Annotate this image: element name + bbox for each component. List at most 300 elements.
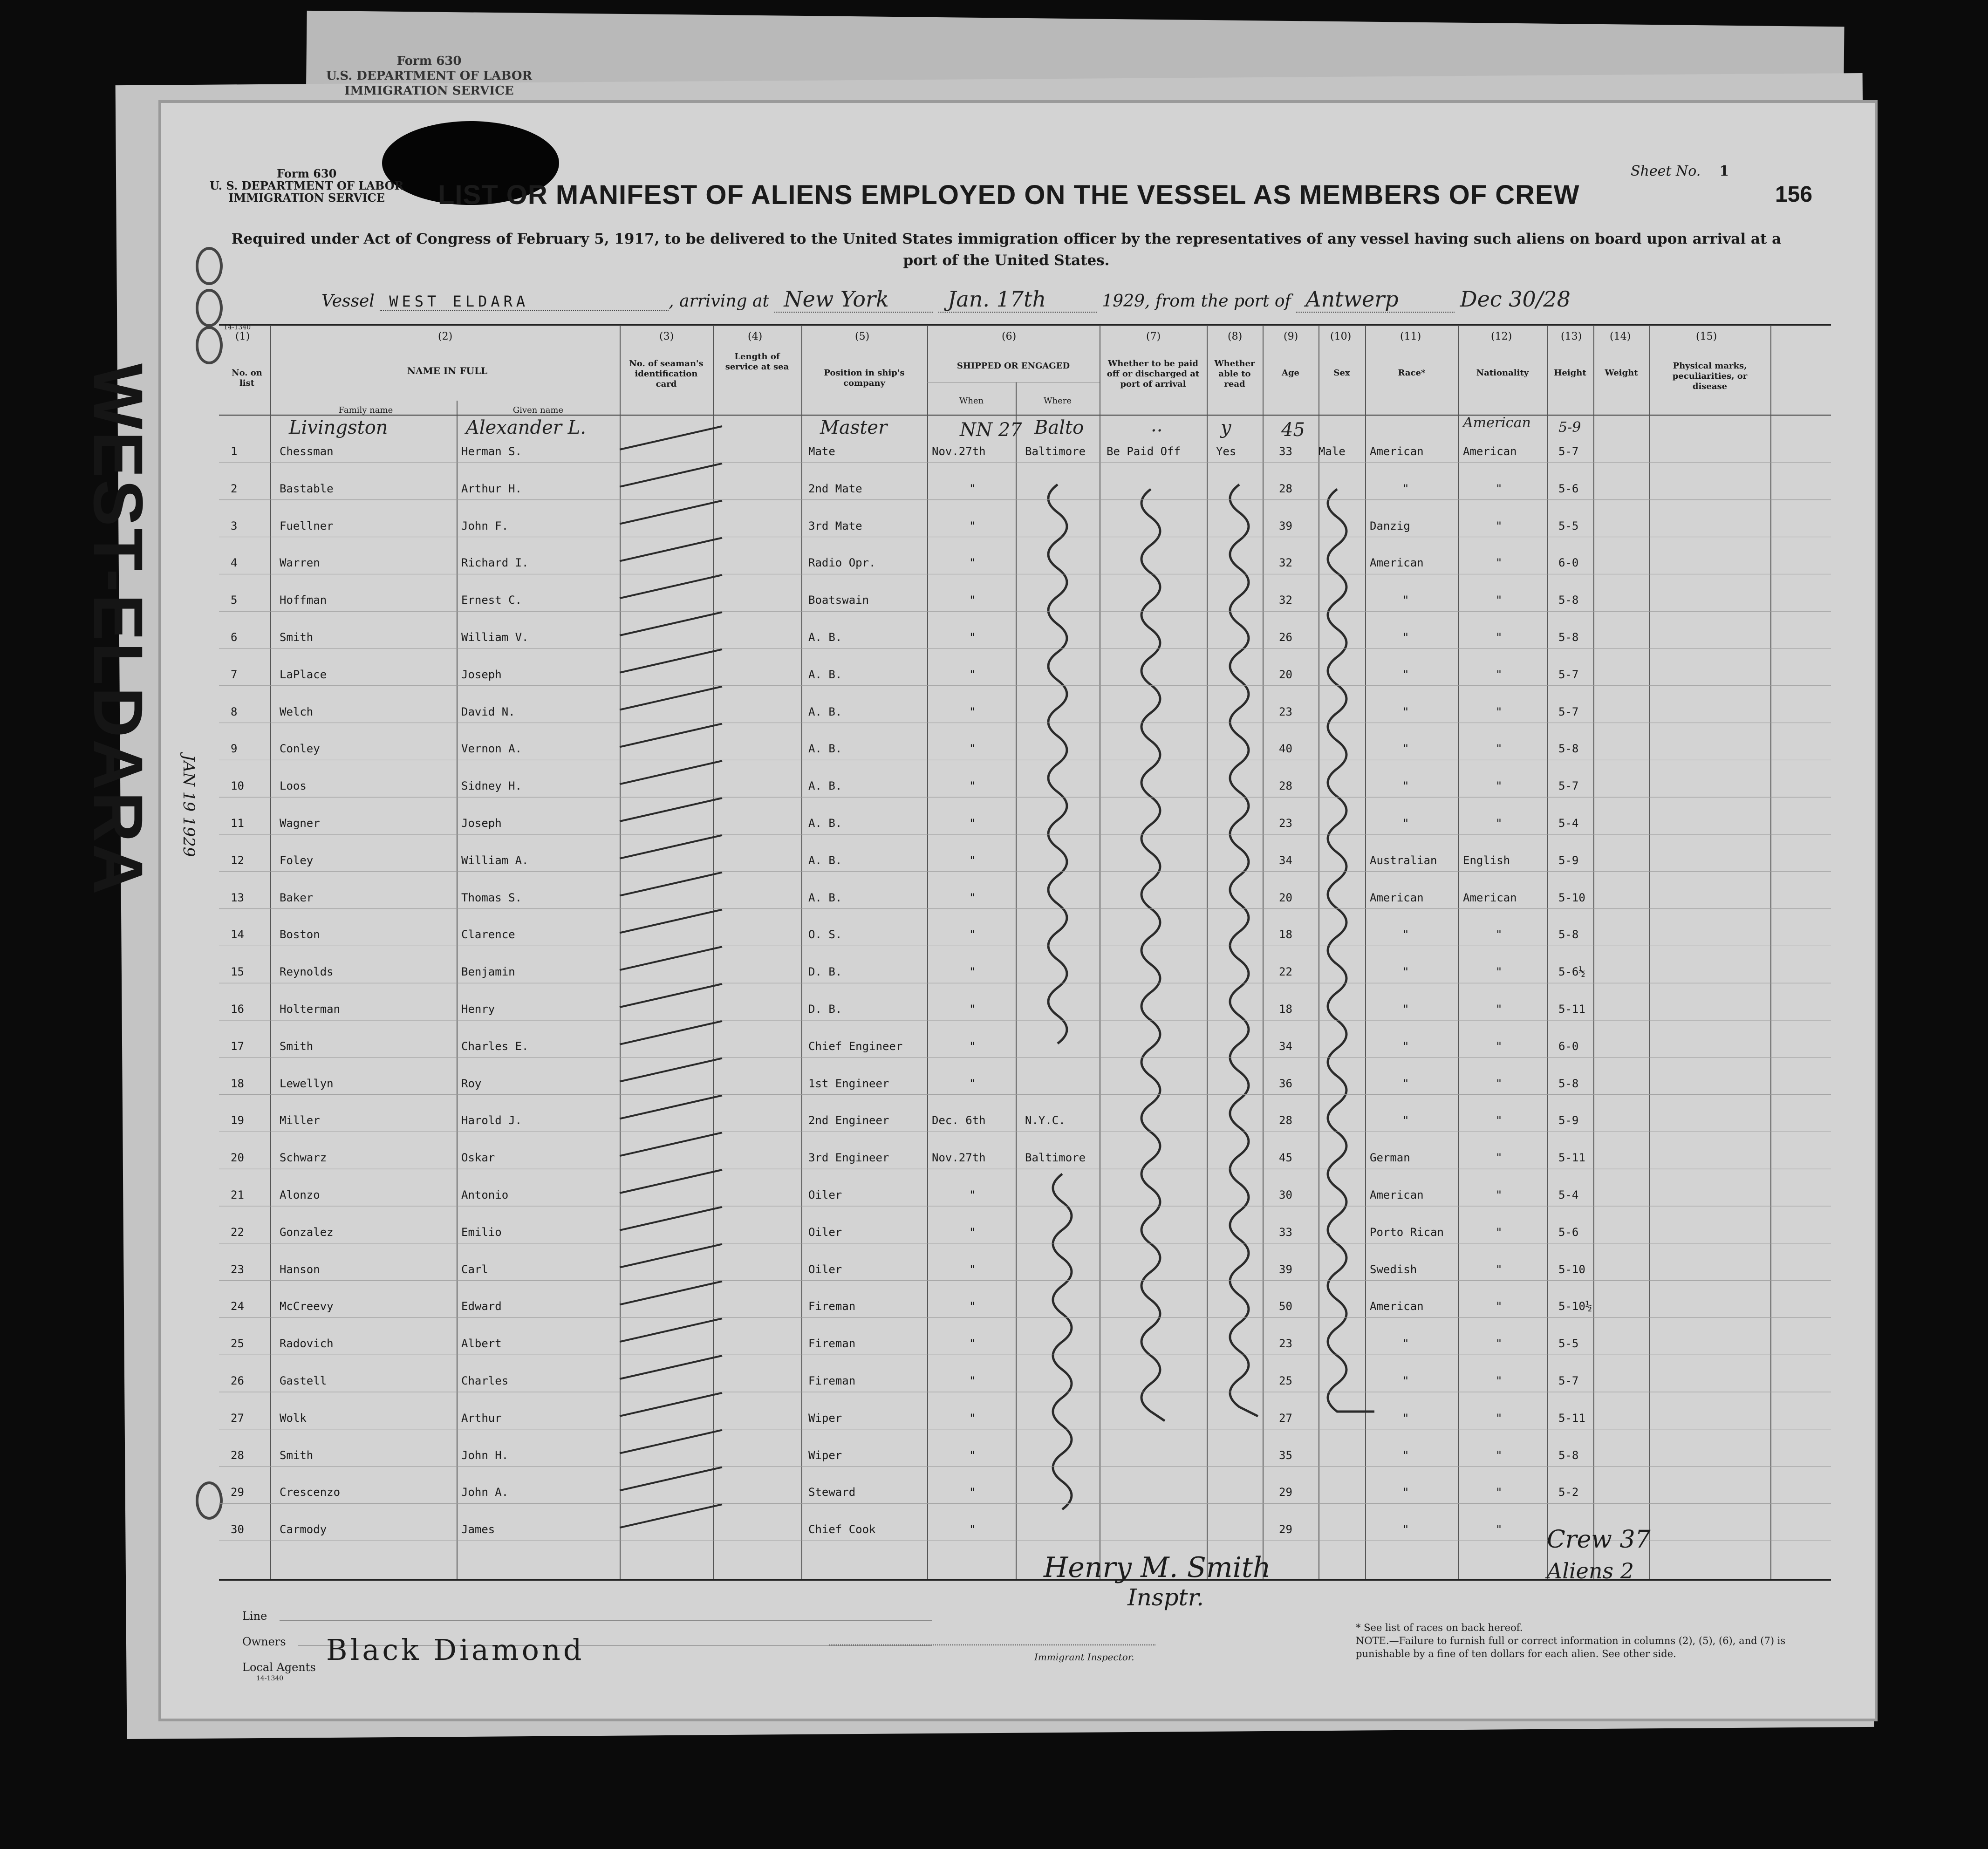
master-where: Balto (1034, 417, 1084, 438)
shipped-when: " (969, 1225, 976, 1239)
arriving-date: Jan. 17th (938, 287, 1097, 313)
height: 5-7 (1558, 779, 1579, 793)
height: 5-7 (1558, 705, 1579, 718)
family-name: Smith (280, 1448, 314, 1462)
able-to-read: Yes (1216, 445, 1237, 458)
family-name: Conley (280, 742, 320, 756)
nationality: " (1496, 594, 1503, 607)
shipped-when: " (969, 1411, 976, 1425)
table-row (0, 928, 1988, 965)
family-name: Smith (280, 1039, 314, 1053)
given-name: John F. (461, 519, 509, 532)
position: D. B. (808, 965, 842, 979)
row-number: 16 (231, 1003, 244, 1016)
row-number: 4 (231, 556, 238, 570)
shipped-when: " (969, 1486, 976, 1499)
master-given-name: Alexander L. (466, 417, 586, 438)
col-num: (6) (1002, 331, 1017, 342)
family-name: Smith (280, 631, 314, 644)
given-name: Henry (461, 1003, 495, 1016)
table-row (0, 668, 1988, 705)
family-name: Alonzo (280, 1188, 320, 1201)
position: Fireman (808, 1337, 856, 1351)
height: 5-8 (1558, 928, 1579, 942)
table-row (0, 779, 1988, 817)
shipped-when: " (969, 853, 976, 867)
height: 5-8 (1558, 594, 1579, 607)
col-num: (15) (1696, 331, 1717, 342)
family-name: Gonzalez (280, 1225, 334, 1239)
inspector-rule (829, 1644, 1155, 1645)
page-number: 156 (1775, 182, 1813, 207)
height: 5-9 (1558, 853, 1579, 867)
nationality: English (1463, 853, 1510, 867)
col-header-read: Whether able to read (1214, 359, 1255, 389)
family-name: Bastable (280, 482, 334, 495)
race: Danzig (1370, 519, 1410, 532)
table-row (0, 445, 1988, 482)
table-row (0, 1114, 1988, 1151)
age: 36 (1279, 1077, 1292, 1090)
position: A. B. (808, 668, 842, 681)
row-number: 25 (231, 1337, 244, 1351)
race: Porto Rican (1370, 1225, 1444, 1239)
col-header-height: Height (1554, 368, 1586, 378)
height: 5-7 (1558, 1374, 1579, 1387)
nationality: " (1496, 631, 1503, 644)
nationality: " (1496, 482, 1503, 495)
height: 5-5 (1558, 1337, 1579, 1351)
age: 40 (1279, 742, 1292, 756)
table-row (0, 1449, 1988, 1486)
position: Boatswain (808, 594, 869, 607)
given-name: Clarence (461, 928, 515, 942)
form-code: 14-1340 (224, 324, 251, 331)
age: 45 (1279, 1151, 1292, 1165)
col-num: (8) (1228, 331, 1243, 342)
race: German (1370, 1151, 1410, 1165)
year: 1929 (1102, 292, 1145, 311)
age: 27 (1279, 1411, 1292, 1425)
given-name: Sidney H. (461, 779, 522, 793)
table-row (0, 705, 1988, 743)
race: Swedish (1370, 1262, 1417, 1276)
position: Chief Cook (808, 1523, 876, 1536)
height: 6-0 (1558, 1039, 1579, 1053)
given-name: Charles E. (461, 1039, 529, 1053)
table-row (0, 594, 1988, 631)
age: 22 (1279, 965, 1292, 979)
race: " (1402, 779, 1409, 793)
shipped-where: Baltimore (1025, 445, 1086, 458)
nationality: " (1496, 1523, 1503, 1536)
table-row (0, 1412, 1988, 1449)
vessel-line: Vessel WEST ELDARA , arriving at New York Jan. 17th 1929, from the port of Antwerp Dec 30/28 (321, 287, 1571, 312)
position: A. B. (808, 742, 842, 756)
col-num: (14) (1610, 331, 1631, 342)
shipped-when: " (969, 1077, 976, 1090)
from-date: Dec 30/28 (1460, 287, 1571, 312)
inspector-signature: Henry M. Smith (1044, 1551, 1271, 1584)
given-name: Joseph (461, 668, 502, 681)
given-name: Charles (461, 1374, 509, 1387)
height: 5-7 (1558, 445, 1579, 458)
family-name: Miller (280, 1114, 320, 1127)
height: 6-0 (1558, 556, 1579, 570)
table-row (0, 1263, 1988, 1300)
height: 5-4 (1558, 817, 1579, 830)
nationality: American (1463, 891, 1517, 904)
agents-value: Black Diamond (326, 1633, 585, 1667)
height: 5-8 (1558, 631, 1579, 644)
shipped-when: " (969, 1523, 976, 1536)
height: 5-11 (1558, 1003, 1585, 1016)
given-name: John A. (461, 1486, 509, 1499)
col-header-age: Age (1281, 368, 1299, 378)
sheet-number: Sheet No. 1 (1631, 163, 1729, 179)
age: 30 (1279, 1188, 1292, 1201)
race: " (1402, 1523, 1409, 1536)
row-number: 18 (231, 1077, 244, 1090)
table-row (0, 1003, 1988, 1040)
position: O. S. (808, 928, 842, 942)
nationality: " (1496, 556, 1503, 570)
shipped-when: Nov.27th (932, 445, 986, 458)
position: Fireman (808, 1300, 856, 1313)
nationality: " (1496, 742, 1503, 756)
age: 34 (1279, 853, 1292, 867)
punch-hole (196, 326, 223, 364)
position: A. B. (808, 817, 842, 830)
inspector-title: Insptr. (1127, 1584, 1204, 1611)
row-number: 29 (231, 1486, 244, 1499)
totals-aliens: Aliens 2 (1547, 1558, 1634, 1583)
row-number: 9 (231, 742, 238, 756)
col-num: (11) (1400, 331, 1421, 342)
col-num: (12) (1491, 331, 1512, 342)
nationality: " (1496, 1039, 1503, 1053)
position: A. B. (808, 891, 842, 904)
sex: Male (1319, 445, 1346, 458)
shipped-when: " (969, 779, 976, 793)
height: 5-9 (1558, 1114, 1579, 1127)
shipped-when: " (969, 1448, 976, 1462)
height: 5-11 (1558, 1151, 1585, 1165)
given-name: Roy (461, 1077, 482, 1090)
position: Oiler (808, 1225, 842, 1239)
family-name: Hoffman (280, 594, 327, 607)
race: American (1370, 1188, 1424, 1201)
race: American (1370, 891, 1424, 904)
table-row (0, 519, 1988, 557)
given-name: Edward (461, 1300, 502, 1313)
height: 5-6½ (1558, 965, 1585, 979)
age: 32 (1279, 556, 1292, 570)
family-name: LaPlace (280, 668, 327, 681)
shipped-where: N.Y.C. (1025, 1114, 1066, 1127)
row-number: 5 (231, 594, 238, 607)
row-number: 7 (231, 668, 238, 681)
table-row (0, 1337, 1988, 1374)
row-number: 22 (231, 1225, 244, 1239)
given-name: Arthur (461, 1411, 502, 1425)
side-note: JAN 19 1929 (179, 755, 198, 857)
family-name: Chessman (280, 445, 334, 458)
shipped-when: " (969, 1039, 976, 1053)
position: Mate (808, 445, 835, 458)
race: American (1370, 556, 1424, 570)
row-number: 1 (231, 445, 238, 458)
shipped-when: " (969, 1300, 976, 1313)
table-row (0, 1151, 1988, 1188)
nationality: " (1496, 1337, 1503, 1351)
col-header-physical: Physical marks, peculiarities, or disease (1672, 361, 1748, 391)
row-number: 3 (231, 519, 238, 532)
family-name: Wagner (280, 817, 320, 830)
nationality: " (1496, 1077, 1503, 1090)
position: Fireman (808, 1374, 856, 1387)
col-num: (7) (1146, 331, 1161, 342)
table-row (0, 1523, 1988, 1560)
family-name: Loos (280, 779, 307, 793)
row-number: 8 (231, 705, 238, 718)
given-name: Vernon A. (461, 742, 522, 756)
table-row (0, 1188, 1988, 1226)
family-name: Boston (280, 928, 320, 942)
given-name: Benjamin (461, 965, 515, 979)
age: 39 (1279, 1262, 1292, 1276)
age: 26 (1279, 631, 1292, 644)
shipped-when: Dec. 6th (932, 1114, 986, 1127)
col-header-name: NAME IN FULL (407, 365, 488, 376)
from-port: Antwerp (1296, 287, 1455, 313)
position: A. B. (808, 779, 842, 793)
row-number: 10 (231, 779, 244, 793)
row-number: 21 (231, 1188, 244, 1201)
paid-off: Be Paid Off (1107, 445, 1181, 458)
family-name: Reynolds (280, 965, 334, 979)
table-row (0, 1486, 1988, 1523)
owners-label: Owners (242, 1635, 286, 1648)
race: " (1402, 631, 1409, 644)
col-header-nationality: Nationality (1476, 368, 1529, 378)
age: 23 (1279, 1337, 1292, 1351)
agents-code: 14-1340 (256, 1675, 284, 1682)
given-name: Albert (461, 1337, 502, 1351)
family-name: Welch (280, 705, 314, 718)
agents-label: Local Agents (242, 1661, 316, 1674)
nationality: " (1496, 668, 1503, 681)
punch-hole (196, 289, 223, 327)
shipped-when: " (969, 556, 976, 570)
table-row (0, 817, 1988, 854)
given-name: Carl (461, 1262, 488, 1276)
age: 29 (1279, 1523, 1292, 1536)
race: " (1402, 1039, 1409, 1053)
position: Wiper (808, 1448, 842, 1462)
form-header: Form 630 U. S. DEPARTMENT OF LABOR IMMIGRATION SERVICE (210, 167, 404, 205)
given-name: Herman S. (461, 445, 522, 458)
master-read: y (1221, 417, 1231, 438)
col-num: (3) (659, 331, 674, 342)
table-row (0, 482, 1988, 519)
col-header-no: No. on list (232, 368, 262, 388)
behind-form-header: Form 630 U.S. DEPARTMENT OF LABOR IMMIGRATION SERVICE (326, 54, 533, 98)
nationality: " (1496, 1003, 1503, 1016)
height: 5-4 (1558, 1188, 1579, 1201)
age: 33 (1279, 1225, 1292, 1239)
col-header-when: When (959, 396, 984, 406)
height: 5-8 (1558, 742, 1579, 756)
height: 5-8 (1558, 1448, 1579, 1462)
given-name: William A. (461, 853, 529, 867)
position: 2nd Mate (808, 482, 862, 495)
shipped-when: " (969, 1188, 976, 1201)
age: 35 (1279, 1448, 1292, 1462)
height: 5-7 (1558, 668, 1579, 681)
race: " (1402, 1114, 1409, 1127)
position: Wiper (808, 1411, 842, 1425)
col-header-family: Family name (338, 405, 393, 415)
table-row (0, 1300, 1988, 1337)
race: " (1402, 1374, 1409, 1387)
age: 39 (1279, 519, 1292, 532)
shipped-when: " (969, 519, 976, 532)
race: " (1402, 1077, 1409, 1090)
inspector-label: Immigrant Inspector. (1034, 1651, 1134, 1663)
nationality: " (1496, 1225, 1503, 1239)
family-name: Schwarz (280, 1151, 327, 1165)
row-number: 17 (231, 1039, 244, 1053)
row-number: 6 (231, 631, 238, 644)
age: 34 (1279, 1039, 1292, 1053)
family-name: Wolk (280, 1411, 307, 1425)
given-name: Arthur H. (461, 482, 522, 495)
family-name: Warren (280, 556, 320, 570)
totals-crew: Crew 37 (1547, 1526, 1651, 1554)
master-when: NN 27 (960, 419, 1022, 441)
race: " (1402, 594, 1409, 607)
family-name: Foley (280, 853, 314, 867)
col-num: (1) (235, 331, 250, 342)
row-number: 12 (231, 853, 244, 867)
shipped-when: Nov.27th (932, 1151, 986, 1165)
col-header-where: Where (1043, 396, 1072, 406)
col-num: (4) (748, 331, 763, 342)
shipped-when: " (969, 965, 976, 979)
nationality: American (1463, 445, 1517, 458)
age: 29 (1279, 1486, 1292, 1499)
row-number: 14 (231, 928, 244, 942)
row-number: 2 (231, 482, 238, 495)
position: A. B. (808, 705, 842, 718)
col-header-given: Given name (512, 405, 564, 415)
age: 23 (1279, 817, 1292, 830)
table-row (0, 1374, 1988, 1412)
row-number: 19 (231, 1114, 244, 1127)
nationality: " (1496, 817, 1503, 830)
position: Steward (808, 1486, 856, 1499)
shipped-when: " (969, 817, 976, 830)
shipped-when: " (969, 482, 976, 495)
table-row (0, 742, 1988, 779)
height: 5-10½ (1558, 1300, 1592, 1313)
race: " (1402, 482, 1409, 495)
requirement-text: Required under Act of Congress of February 5, 1917, to be delivered to the United States immigration officer by the representatives of any vessel having such aliens on board upon arrival at a port of the United States. (231, 231, 1782, 269)
col-header-id-card: No. of seaman's identification card (629, 359, 704, 389)
position: D. B. (808, 1003, 842, 1016)
family-name: Radovich (280, 1337, 334, 1351)
page-title: LIST OR MANIFEST OF ALIENS EMPLOYED ON THE VESSEL AS MEMBERS OF CREW (438, 180, 1580, 210)
race: " (1402, 965, 1409, 979)
row-number: 27 (231, 1411, 244, 1425)
given-name: David N. (461, 705, 515, 718)
position: Oiler (808, 1188, 842, 1201)
given-name: James (461, 1523, 495, 1536)
race: " (1402, 928, 1409, 942)
age: 23 (1279, 705, 1292, 718)
master-position: Master (820, 417, 888, 438)
height: 5-6 (1558, 482, 1579, 495)
nationality: " (1496, 1114, 1503, 1127)
row-number: 11 (231, 817, 244, 830)
nationality: " (1496, 705, 1503, 718)
race: " (1402, 668, 1409, 681)
race: " (1402, 1003, 1409, 1016)
race: American (1370, 445, 1424, 458)
family-name: Carmody (280, 1523, 327, 1536)
master-nationality: American (1463, 415, 1531, 431)
table-header-rule (219, 415, 1831, 416)
nationality: " (1496, 1300, 1503, 1313)
row-number: 13 (231, 891, 244, 904)
table-row (0, 854, 1988, 891)
nationality: " (1496, 965, 1503, 979)
height: 5-10 (1558, 1262, 1585, 1276)
master-height: 5-9 (1558, 419, 1581, 436)
family-name: Lewellyn (280, 1077, 334, 1090)
race: American (1370, 1300, 1424, 1313)
shipped-when: " (969, 742, 976, 756)
age: 20 (1279, 891, 1292, 904)
height: 5-11 (1558, 1411, 1585, 1425)
shipped-when: " (969, 594, 976, 607)
race: " (1402, 742, 1409, 756)
shipped-when: " (969, 1262, 976, 1276)
height: 5-8 (1558, 1077, 1579, 1090)
table-row (0, 631, 1988, 668)
table-row (0, 1077, 1988, 1114)
row-number: 23 (231, 1262, 244, 1276)
family-name: Holterman (280, 1003, 341, 1016)
col-header-paid-off: Whether to be paid off or discharged at port of arrival (1107, 359, 1200, 389)
nationality: " (1496, 1374, 1503, 1387)
nationality: " (1496, 519, 1503, 532)
row-number: 26 (231, 1374, 244, 1387)
col-num: (13) (1561, 331, 1582, 342)
age: 25 (1279, 1374, 1292, 1387)
given-name: John H. (461, 1448, 509, 1462)
race: " (1402, 1448, 1409, 1462)
given-name: William V. (461, 631, 529, 644)
position: A. B. (808, 631, 842, 644)
position: A. B. (808, 853, 842, 867)
race: " (1402, 1486, 1409, 1499)
col-header-weight: Weight (1605, 368, 1638, 378)
family-name: McCreevy (280, 1300, 334, 1313)
position: Oiler (808, 1262, 842, 1276)
shipped-when: " (969, 668, 976, 681)
